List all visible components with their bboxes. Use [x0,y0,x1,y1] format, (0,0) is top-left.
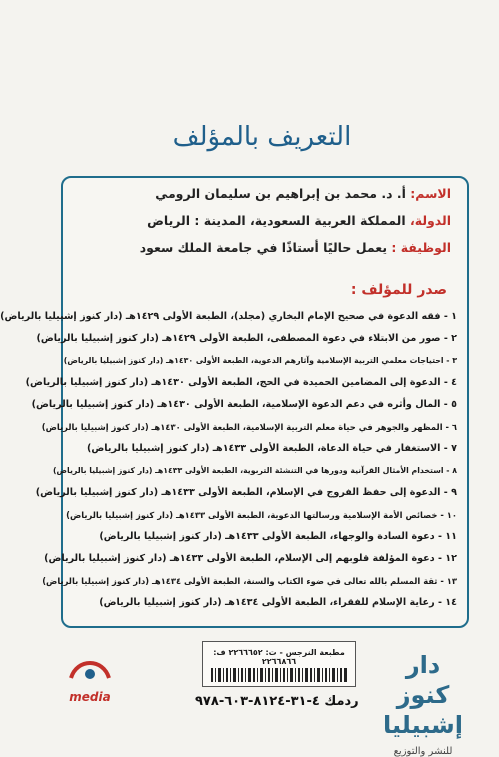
publication-item: ٤ - الدعوة إلى المضامين الحميدة في الحج، الطبعة الأولى ١٤٣٠هـ (دار كنوز إشبيليا بالرياض) [25,377,457,388]
publication-item: ١٠ - خصائص الأمة الإسلامية ورسالتها الدعوية، الطبعة الأولى ١٤٣٣هـ (دار كنوز إشبيليا بالرياض) [66,510,457,520]
publication-item: ١١ - دعوة السادة والوجهاء، الطبعة الأولى ١٤٣٣هـ (دار كنوز إشبيليا بالرياض) [99,531,457,542]
media-logo-text: media [69,690,111,704]
publisher-logo-text: دار كنوز إشبيليا [382,651,464,739]
author-name-value: أ. د. محمد بن إبراهيم بن سليمان الرومي [155,186,406,201]
media-logo-icon [63,654,117,682]
media-logo [63,654,117,710]
publication-item: ٢ - صور من الابتلاء في دعوة المصطفى، الطبعة الأولى ١٤٢٩هـ (دار كنوز إشبيليا بالرياض) [36,333,457,344]
publisher-logo [377,640,469,757]
footer [25,636,499,757]
printer-info: مطبعة النرجس - ت: ٢٢٦٦٦٥٢ ف: ٢٢٦٦٨٦٦ [213,648,345,666]
author-panel [0,176,469,628]
author-country-label: الدولة، [405,213,451,228]
barcode-icon [211,668,347,682]
publications-list [0,306,457,614]
publication-item: ٦ - المظهر والجوهر في حياة معلم التربية الإسلامية، الطبعة الأولى ١٤٣٠هـ (دار كنوز إشبيليا بالرياض) [41,422,457,432]
publications-heading: صدر للمؤلف : [350,282,447,298]
author-country-line [147,213,451,228]
author-job-label: الوظيفة : [387,240,451,255]
publication-item: ٩ - الدعوة إلى حفظ الفروج في الإسلام، الطبعة الأولى ١٤٣٣هـ (دار كنوز إشبيليا بالرياض) [35,487,457,498]
page-title: التعريف بالمؤلف [172,122,352,152]
author-job-line [140,240,451,255]
publication-item: ٣ - احتياجات معلمي التربية الإسلامية وآثارهم الدعوية، الطبعة الأولى ١٤٣٠هـ (دار كنوز إشبيليا بالرياض) [63,356,457,365]
author-name-label: الاسم: [405,186,451,201]
publication-item: ٨ - استخدام الأمثال القرآنية ودورها في التنشئة التربوية، الطبعة الأولى ١٤٣٣هـ (دار كنوز إشبيليا بالرياض) [52,466,457,475]
author-name-line [155,186,451,201]
publication-item: ١٤ - رعاية الإسلام للفقراء، الطبعة الأولى ١٤٣٤هـ (دار كنوز إشبيليا بالرياض) [99,597,457,608]
printer-box [202,641,356,687]
author-country-value: المملكة العربية السعودية، المدينة : الرياض [147,213,406,228]
isbn: ردمك ٤-٣١-٨١٢٤-٦٠٣-٩٧٨ [195,694,359,709]
publication-item: ١٢ - دعوة المؤلفة قلوبهم إلى الإسلام، الطبعة الأولى ١٤٣٣هـ (دار كنوز إشبيليا بالرياض) [44,553,457,564]
publication-item: ٧ - الاستغفار في حياة الدعاة، الطبعة الأولى ١٤٣٣هـ (دار كنوز إشبيليا بالرياض) [86,443,457,454]
publication-item: ٥ - المال وأثره في دعم الدعوة الإسلامية، الطبعة الأولى ١٤٣٠هـ (دار كنوز إشبيليا بالرياض) [31,399,457,410]
publication-item: ١٣ - ثقة المسلم بالله تعالى في ضوء الكتاب والسنة، الطبعة الأولى ١٤٣٤هـ (دار كنوز إشبيليا بالرياض) [42,576,457,586]
author-job-value: يعمل حاليًا أستاذًا في جامعة الملك سعود [139,240,388,255]
publication-item: ١ - فقه الدعوة في صحيح الإمام البخاري (مجلد)، الطبعة الأولى ١٤٢٩هـ (دار كنوز إشبيليا بالرياض) [0,311,457,322]
publisher-logo-subtext: للنشر والتوزيع [393,746,453,757]
